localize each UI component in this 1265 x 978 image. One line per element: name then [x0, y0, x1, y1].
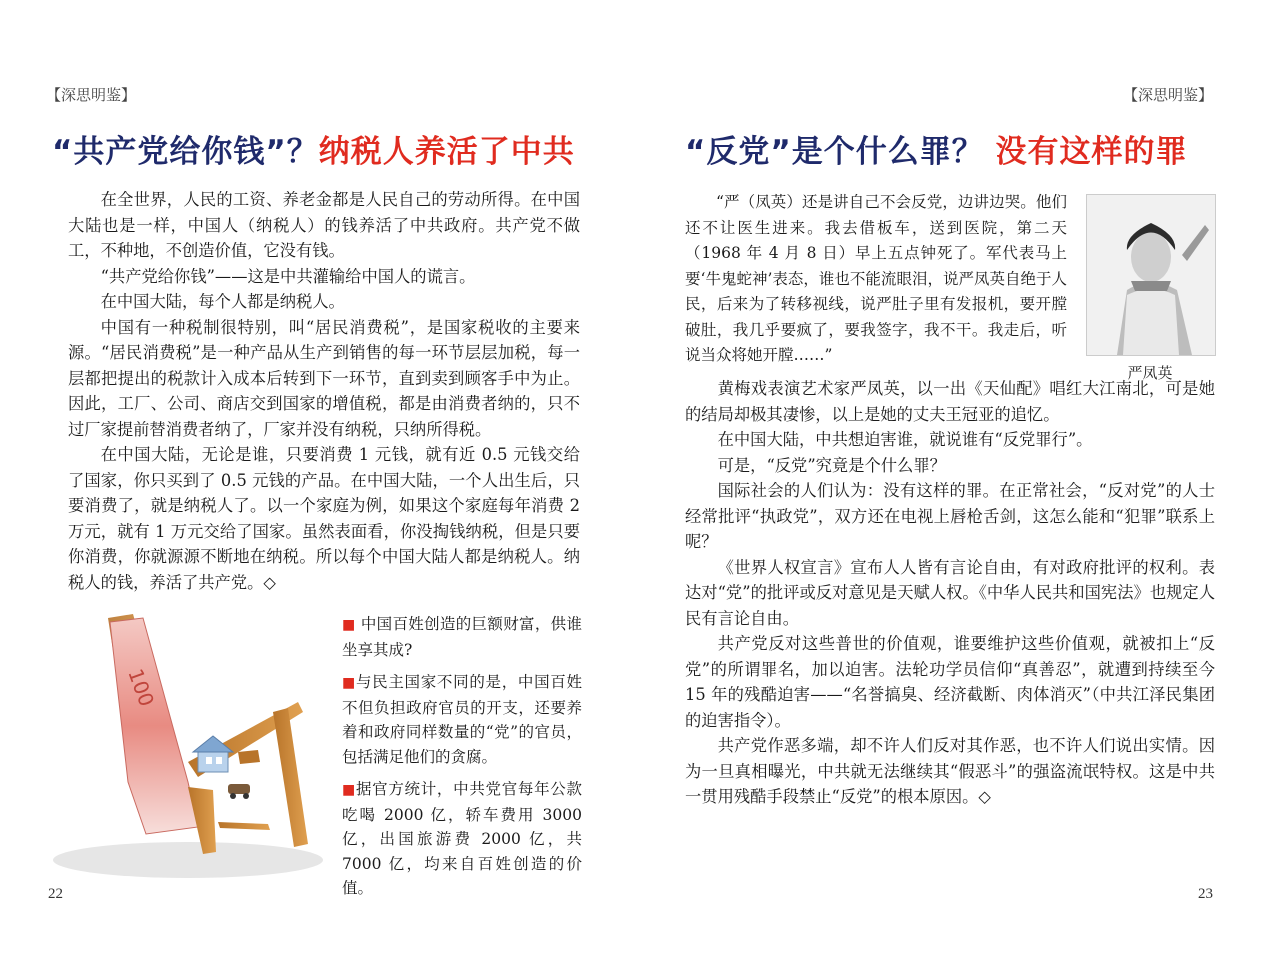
paragraph: 共产党作恶多端，却不许人们反对其作恶，也不许人们说出实情。因为一旦真相曝光，中共就无法继续其“假恶斗”的强盗流氓特权。这是中共一贯用残酷手段禁止“反党”的根本原因。◇: [685, 736, 1215, 806]
article-body: [685, 376, 1215, 810]
paragraph: “共产党给你钱”——这是中共灌输给中国人的谎言。: [100, 266, 476, 286]
section-tag: 【深思明鉴】: [1122, 86, 1213, 104]
page-number: 23: [1198, 886, 1213, 902]
title-part-1: “反党”是个什么罪？: [685, 134, 984, 170]
paragraph: 在中国大陆，中共想迫害谁，就说谁有“反党罪行”。: [717, 430, 1093, 449]
article-body: [68, 187, 580, 595]
title-part-2: 没有这样的罪: [995, 134, 1188, 170]
bullet-square-icon: ■: [342, 617, 356, 633]
section-tag: 【深思明鉴】: [46, 86, 137, 104]
right-page: [633, 0, 1265, 978]
paragraph: 在中国大陆，每个人都是纳税人。: [100, 292, 345, 311]
paragraph: 国际社会的人们认为：没有这样的罪。在正常社会，“反对党”的人士经常批评“执政党”，双方还在电视上唇枪舌剑，这怎么能和“犯罪”联系上呢？: [685, 481, 1215, 551]
paragraph: 黄梅戏表演艺术家严凤英，以一出《天仙配》唱红大江南北，可是她的结局却极其凄惨，以上是她的丈夫王冠亚的追忆。: [685, 379, 1215, 424]
page-number: 22: [48, 886, 63, 902]
bullet-item: ■据官方统计，中共党官每年公款吃喝 2000 亿，轿车费用 3000 亿，出国旅游费 2000 亿，共 7000 亿，均来自百姓创造的价值。: [342, 780, 582, 897]
title-part-2: 纳税人养活了中共: [318, 134, 575, 170]
quote-text: “严（凤英）还是讲自己不会反党，边讲边哭。他们还不让医生进来。我去借板车，送到医院，第二天（1968 年 4 月 8 日）早上五点钟死了。军代表马上要‘牛鬼蛇神’表态，谁也不能流眼泪，说严凤英自绝于人民，后来为了转移视线，说严肚子里有发报机，要开膛破肚，我几乎要疯了，要我签字，我不干。我走后，听说当众将她开膛……”: [685, 193, 1067, 364]
beach-chair-money-illustration: [38, 612, 338, 882]
paragraph: 中国有一种税制很特别，叫“居民消费税”，是国家税收的主要来源。“居民消费税”是一种产品从生产到销售的每一环节层层加税，每一层都把提出的税款计入成本后转到下一环节，直到卖到顾客手中为止。因此，工厂、公司、商店交到国家的增值税，都是由消费者纳的，只不过厂家提前替消费者纳了，厂家并没有纳税，只纳所得税。: [68, 317, 580, 439]
portrait-photo: [1086, 194, 1216, 356]
sidebar-bullets: [342, 612, 582, 909]
page-title: [685, 126, 1188, 171]
bullet-square-icon: ■: [342, 675, 356, 691]
house-icon: [198, 750, 228, 772]
title-part-1: “共产党给你钱”？: [52, 134, 319, 170]
paragraph: 在全世界，人民的工资、养老金都是人民自己的劳动所得。在中国大陆也是一样，中国人（纳税人）的钱养活了中共政府。共产党不做工，不种地，不创造价值，它没有钱。: [68, 190, 580, 260]
paragraph: 可是，“反党”究竟是个什么罪？: [717, 455, 946, 475]
svg-text:100: 100: [123, 665, 159, 710]
bullet-item: ■ 中国百姓创造的巨额财富，供谁坐享其成?: [342, 615, 582, 659]
left-page: [0, 0, 632, 978]
quote-block: [685, 190, 1067, 369]
paragraph: 《世界人权宣言》宣布人人皆有言论自由，有对政府批评的权利。表达对“党”的批评或反对意见是天赋人权。《中华人民共和国宪法》也规定人民有言论自由。: [685, 557, 1215, 628]
photo-caption: 严凤英: [1127, 364, 1173, 382]
paragraph: 共产党反对这些普世的价值观，谁要维护这些价值观，就被扣上“反党”的所谓罪名，加以迫害。法轮功学员信仰“真善忍”，就遭到持续至今 15 年的残酷迫害——“名誉搞臭、经济截断、肉体消灭”（中共江泽民集团的迫害指令）。: [685, 634, 1215, 730]
paragraph: 在中国大陆，无论是谁，只要消费 1 元钱，就有近 0.5 元钱交给了国家，你只买到了 0.5 元钱的产品。在中国大陆，一个人出生后，只要消费了，就是纳税人了。以一个家庭为例，如果这个家庭每年消费 2 万元，就有 1 万元交给了国家。虽然表面看，你没掏钱纳税，但是只要你消费，你就源源不断地在纳税。所以每个中国大陆人都是纳税人。纳税人的钱，养活了共产党。◇: [68, 445, 580, 592]
bullet-square-icon: ■: [342, 782, 356, 798]
page-title: [52, 126, 575, 171]
bullet-item: ■与民主国家不同的是，中国百姓不但负担政府官员的开支，还要养着和政府同样数量的“党”的官员，包括满足他们的贪腐。: [342, 673, 582, 766]
